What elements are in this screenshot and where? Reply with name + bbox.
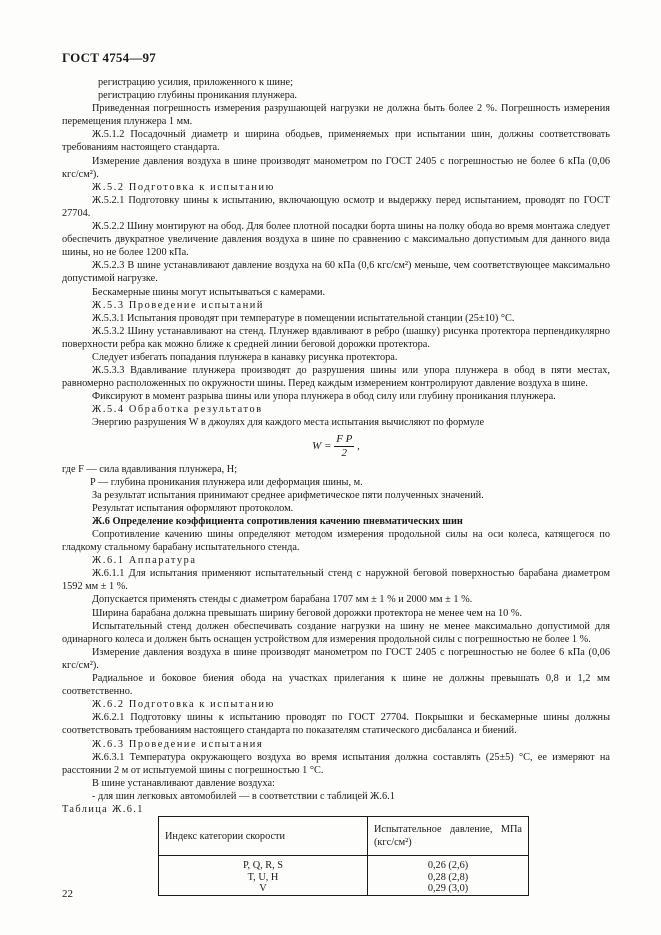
paragraph: Результат испытания оформляют протоколом.	[92, 502, 294, 514]
section-heading: Ж.6.1 Аппаратура	[92, 555, 197, 567]
list-item: регистрацию глубины проникания плунжера.	[98, 90, 297, 102]
section-heading: Ж.5.4 Обработка результатов	[92, 404, 263, 416]
table-caption: Таблица Ж.6.1	[62, 803, 144, 815]
paragraph: Ж.6.1.1 Для испытания применяют испытательный стенд с наружной беговой поверхностью барабана диаметром 1592 мм ± 1 %.	[62, 568, 610, 593]
energy-formula	[62, 433, 610, 459]
formula-definition: P — глубина проникания плунжера или деформация шины, м.	[90, 476, 363, 488]
paragraph: - для шин легковых автомобилей — в соответствии с таблицей Ж.6.1	[92, 790, 395, 802]
paragraph: Измерение давления воздуха в шине производят манометром по ГОСТ 2405 с погрешностью не более 6 кПа (0,06 кгс/см²).	[62, 155, 610, 180]
formula-tail: ,	[357, 439, 360, 452]
paragraph: Ж.6.3.1 Температура окружающего воздуха во время испытания должна составлять (25±5) °С, ее измеряют на расстоянии 2 м от испытуемой шины с погрешностью 1 °С.	[62, 751, 610, 776]
paragraph: Допускается применять стенды с диаметром барабана 1707 мм ± 1 % и 2000 мм ± 1 %.	[92, 594, 473, 606]
paragraph: За результат испытания принимают среднее арифметическое пяти полученных значений.	[92, 489, 484, 501]
table-cell: 0,26 (2,6)	[368, 856, 529, 872]
table-header-cell: Испытательное давление, МПа (кгс/см²)	[368, 817, 529, 856]
pressure-table	[158, 816, 529, 896]
paragraph: Радиальное и боковое биения обода на участках прилегания к шине не должны превышать 0,8 и 1,2 мм соответственно.	[62, 673, 610, 698]
paragraph: В шине устанавливают давление воздуха:	[92, 777, 275, 789]
table-cell: T, U, H	[159, 872, 368, 884]
table-header-row	[159, 817, 529, 856]
document-header: ГОСТ 4754—97	[62, 50, 156, 65]
page-number: 22	[62, 888, 73, 900]
formula-definition: где F — сила вдавливания плунжера, Н;	[62, 463, 238, 475]
formula-lhs: W =	[312, 439, 332, 452]
paragraph: Ж.5.3.2 Шину устанавливают на стенд. Плунжер вдавливают в ребро (шашку) рисунка протектора перпендикулярно поверхности ребра как можно ближе к средней линии беговой дорожки протектора.	[62, 325, 610, 350]
list-item: регистрацию усилия, приложенного к шине;	[98, 77, 293, 88]
paragraph: Испытательный стенд должен обеспечивать создание нагрузки на шину не менее максимально допустимой для одинарного колеса и должен быть оснащен устройством для измерения продольной силы с погрешностью не более 1 %.	[62, 620, 610, 645]
table-row	[159, 856, 529, 872]
section-heading: Ж.6.3 Проведение испытания	[92, 738, 264, 750]
table-row	[159, 872, 529, 884]
section-heading: Ж.6 Определение коэффициента сопротивления качению пневматических шин	[92, 515, 463, 527]
paragraph: Энергию разрушения W в джоулях для каждого места испытания вычисляют по формуле	[92, 417, 485, 429]
section-heading: Ж.5.3 Проведение испытаний	[92, 299, 265, 311]
paragraph: Бескамерные шины могут испытываться с камерами.	[92, 286, 326, 298]
table-cell: 0,29 (3,0)	[368, 883, 529, 895]
table-cell: V	[159, 883, 368, 895]
table-header-cell: Индекс категории скорости	[159, 817, 368, 856]
paragraph: Ж.5.3.1 Испытания проводят при температуре в помещении испытательной станции (25±10) °С.	[92, 312, 515, 324]
paragraph: Фиксируют в момент разрыва шины или упора плунжера в обод силу или глубину проникания плунжера.	[92, 391, 556, 403]
paragraph: Ширина барабана должна превышать ширину беговой дорожки протектора не менее чем на 10 %.	[92, 607, 523, 619]
formula-denominator: 2	[341, 446, 348, 459]
paragraph: Ж.5.2.3 В шине устанавливают давление воздуха на 60 кПа (0,6 кгс/см²) меньше, чем соответствующее максимально допустимой нагрузке.	[62, 260, 610, 285]
table-row	[159, 883, 529, 895]
paragraph: Ж.5.2.2 Шину монтируют на обод. Для более плотной посадки борта шины на полку обода во время монтажа следует обеспечить двукратное увеличение давления воздуха в шине по сравнению с максимально допустимым для данного вида шины, но не более 1200 кПа.	[62, 221, 610, 259]
paragraph: Сопротивление качению шины определяют методом измерения продольной силы на оси колеса, катящегося по гладкому стальному барабану испытательного стенда.	[62, 529, 610, 554]
document-body	[62, 76, 610, 896]
paragraph: Приведенная погрешность измерения разрушающей нагрузки не должна быть более 2 %. Погрешность измерения перемещения плунжера 1 мм.	[62, 103, 610, 128]
formula-numerator: F P	[334, 433, 354, 447]
paragraph: Ж.5.3.3 Вдавливание плунжера производят до разрушения шины или упора плунжера в обод в пяти местах, равномерно расположенных по окружности шины. Перед каждым измерением контролируют давление воздуха в шине.	[62, 365, 610, 390]
paragraph: Ж.5.2.1 Подготовку шины к испытанию, включающую осмотр и выдержку перед испытанием, проводят по ГОСТ 27704.	[62, 194, 610, 219]
paragraph: Измерение давления воздуха в шине производят манометром по ГОСТ 2405 с погрешностью не более 6 кПа (0,06 кгс/см²).	[62, 646, 610, 671]
section-heading: Ж.6.2 Подготовка к испытанию	[92, 699, 275, 711]
paragraph: Ж.6.2.1 Подготовку шины к испытанию проводят по ГОСТ 27704. Покрышки и бескамерные шины должны соответствовать требованиям настоящего стандарта по показателям статического дисбаланса и биений.	[62, 712, 610, 737]
paragraph: Ж.5.1.2 Посадочный диаметр и ширина ободьев, применяемых при испытании шин, должны соответствовать требованиям настоящего стандарта.	[62, 129, 610, 154]
table-cell: 0,28 (2,8)	[368, 872, 529, 884]
table-cell: P, Q, R, S	[159, 856, 368, 872]
section-heading: Ж.5.2 Подготовка к испытанию	[92, 181, 275, 193]
formula-fraction	[334, 433, 354, 460]
paragraph: Следует избегать попадания плунжера в канавку рисунка протектора.	[92, 351, 398, 363]
